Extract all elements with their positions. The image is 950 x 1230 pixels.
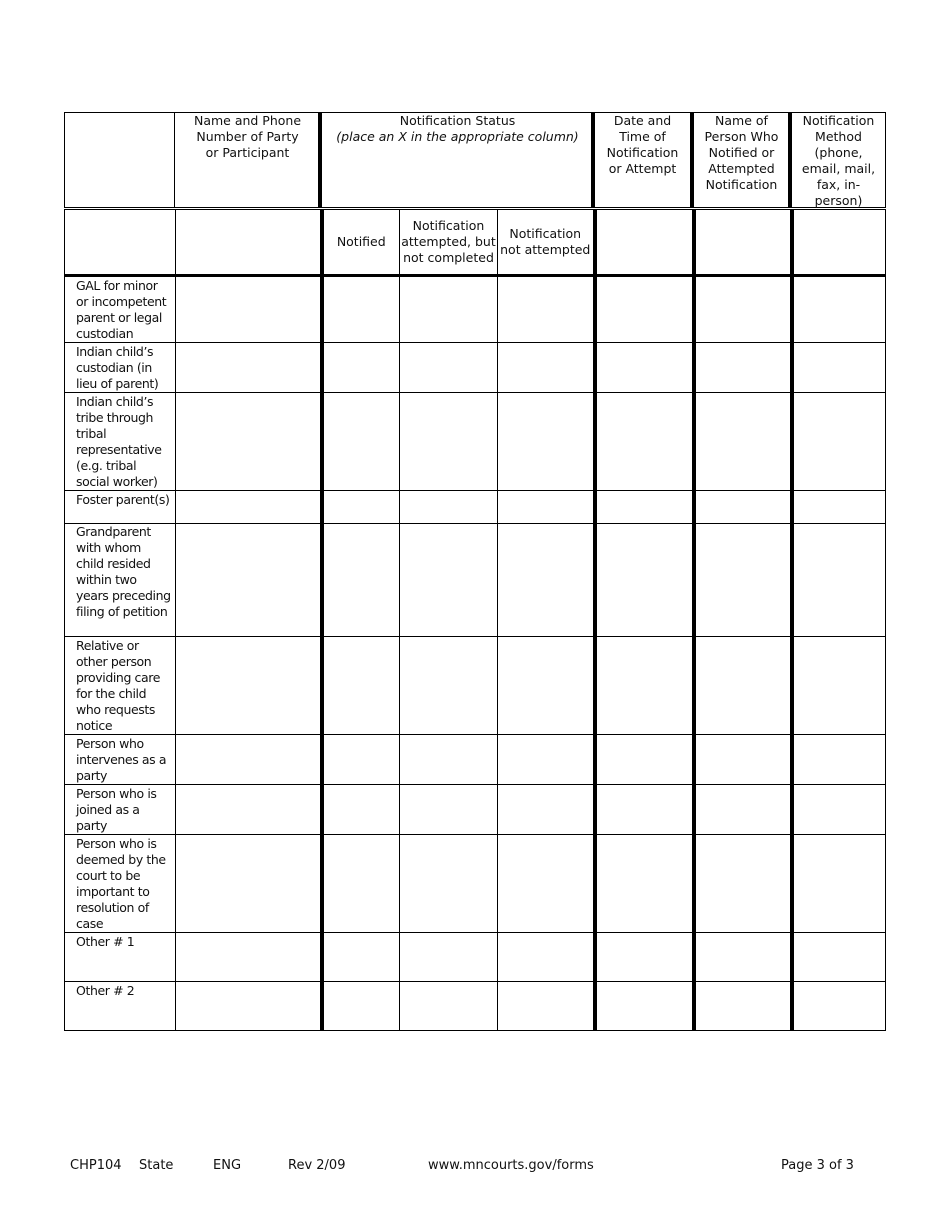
person-field[interactable] [694,785,792,835]
method-field[interactable] [792,982,886,1031]
not-attempted-field[interactable] [498,637,595,735]
person-field[interactable] [694,491,792,524]
row-label: Other # 2 [65,982,176,1031]
person-field[interactable] [694,982,792,1031]
name-phone-field[interactable] [176,735,322,785]
date-time-field[interactable] [595,637,694,735]
subheader-not-attempted: Notification not attempted [498,210,595,276]
subheader-blank [694,210,792,276]
header-date-time [591,112,691,208]
notified-field[interactable] [322,785,400,835]
attempted-field[interactable] [400,393,498,491]
notified-field[interactable] [322,735,400,785]
method-field[interactable] [792,393,886,491]
notified-field[interactable] [322,393,400,491]
row-label: Grandparent with whom child resided within two years preceding filing of petition [65,524,176,637]
table-row [65,524,886,637]
table-row [65,276,886,343]
header-notification-status [318,112,594,208]
person-field[interactable] [694,276,792,343]
subheader-notified: Notified [322,210,400,276]
table-row [65,491,886,524]
date-time-field[interactable] [595,735,694,785]
not-attempted-field[interactable] [498,393,595,491]
not-attempted-field[interactable] [498,343,595,393]
footer-state: State [139,1158,174,1173]
date-time-field[interactable] [595,343,694,393]
table-row [65,393,886,491]
footer-page-number: Page 3 of 3 [781,1158,854,1173]
person-field[interactable] [694,735,792,785]
method-field[interactable] [792,735,886,785]
row-label: Person who is joined as a party [65,785,176,835]
attempted-field[interactable] [400,982,498,1031]
name-phone-field[interactable] [176,835,322,933]
method-field[interactable] [792,343,886,393]
notified-field[interactable] [322,343,400,393]
notified-field[interactable] [322,637,400,735]
table-row [65,637,886,735]
header-status-subtitle: (place an X in the appropriate column) [336,129,579,144]
table-header [64,112,886,210]
notified-field[interactable] [322,982,400,1031]
subheader-attempted: Notification attempted, but not completed [400,210,498,276]
date-time-field[interactable] [595,524,694,637]
not-attempted-field[interactable] [498,276,595,343]
method-field[interactable] [792,524,886,637]
method-field[interactable] [792,637,886,735]
name-phone-field[interactable] [176,982,322,1031]
method-field[interactable] [792,491,886,524]
method-field[interactable] [792,276,886,343]
name-phone-field[interactable] [176,343,322,393]
notified-field[interactable] [322,835,400,933]
name-phone-field[interactable] [176,524,322,637]
date-time-field[interactable] [595,785,694,835]
date-time-field[interactable] [595,276,694,343]
date-time-field[interactable] [595,933,694,982]
row-label: Indian child’s tribe through tribal representative (e.g. tribal social worker) [65,393,176,491]
header-method [788,112,886,208]
subheader-blank [595,210,694,276]
date-time-field[interactable] [595,982,694,1031]
name-phone-field[interactable] [176,637,322,735]
not-attempted-field[interactable] [498,491,595,524]
notification-table [64,209,886,1031]
footer-form-id: CHP104 [70,1158,122,1173]
header-method-label: Notification Method (phone, email, mail, fax, in-person) [801,113,876,208]
header-date-time-label: Date and Time of Notification or Attempt [606,113,679,176]
attempted-field[interactable] [400,524,498,637]
not-attempted-field[interactable] [498,933,595,982]
table-row [65,982,886,1031]
name-phone-field[interactable] [176,933,322,982]
not-attempted-field[interactable] [498,524,595,637]
method-field[interactable] [792,785,886,835]
table-row [65,735,886,785]
notified-field[interactable] [322,491,400,524]
name-phone-field[interactable] [176,276,322,343]
notified-field[interactable] [322,276,400,343]
not-attempted-field[interactable] [498,785,595,835]
name-phone-field[interactable] [176,491,322,524]
date-time-field[interactable] [595,491,694,524]
attempted-field[interactable] [400,933,498,982]
attempted-field[interactable] [400,785,498,835]
not-attempted-field[interactable] [498,835,595,933]
person-field[interactable] [694,343,792,393]
row-label: Person who intervenes as a party [65,735,176,785]
subheader-blank [176,210,322,276]
attempted-field[interactable] [400,637,498,735]
person-field[interactable] [694,835,792,933]
name-phone-field[interactable] [176,785,322,835]
not-attempted-field[interactable] [498,735,595,785]
subheader-blank [65,210,176,276]
header-person-label: Name of Person Who Notified or Attempted Notification [704,113,779,192]
header-name-phone-label: Name and Phone Number of Party or Participant [193,113,302,160]
person-field[interactable] [694,524,792,637]
footer-rev: Rev 2/09 [288,1158,346,1173]
attempted-field[interactable] [400,343,498,393]
header-person [690,112,790,208]
subheader-row [65,210,886,276]
date-time-field[interactable] [595,835,694,933]
method-field[interactable] [792,933,886,982]
not-attempted-field[interactable] [498,982,595,1031]
table-row [65,835,886,933]
row-label: Indian child’s custodian (in lieu of parent) [65,343,176,393]
header-blank-cell [64,112,175,208]
row-label: Other # 1 [65,933,176,982]
header-name-phone [174,112,321,208]
notified-field[interactable] [322,933,400,982]
attempted-field[interactable] [400,835,498,933]
person-field[interactable] [694,637,792,735]
person-field[interactable] [694,933,792,982]
table-row [65,785,886,835]
row-label: Relative or other person providing care for the child who requests notice [65,637,176,735]
table-row [65,343,886,393]
header-status-title: Notification Status [399,113,516,128]
subheader-blank [792,210,886,276]
row-label: Foster parent(s) [65,491,176,524]
footer-lang: ENG [213,1158,242,1173]
person-field[interactable] [694,393,792,491]
attempted-field[interactable] [400,276,498,343]
attempted-field[interactable] [400,491,498,524]
name-phone-field[interactable] [176,393,322,491]
method-field[interactable] [792,835,886,933]
footer-url[interactable]: www.mncourts.gov/forms [428,1158,594,1173]
date-time-field[interactable] [595,393,694,491]
notified-field[interactable] [322,524,400,637]
row-label: Person who is deemed by the court to be important to resolution of case [65,835,176,933]
row-label: GAL for minor or incompetent parent or legal custodian [65,276,176,343]
table-row [65,933,886,982]
attempted-field[interactable] [400,735,498,785]
